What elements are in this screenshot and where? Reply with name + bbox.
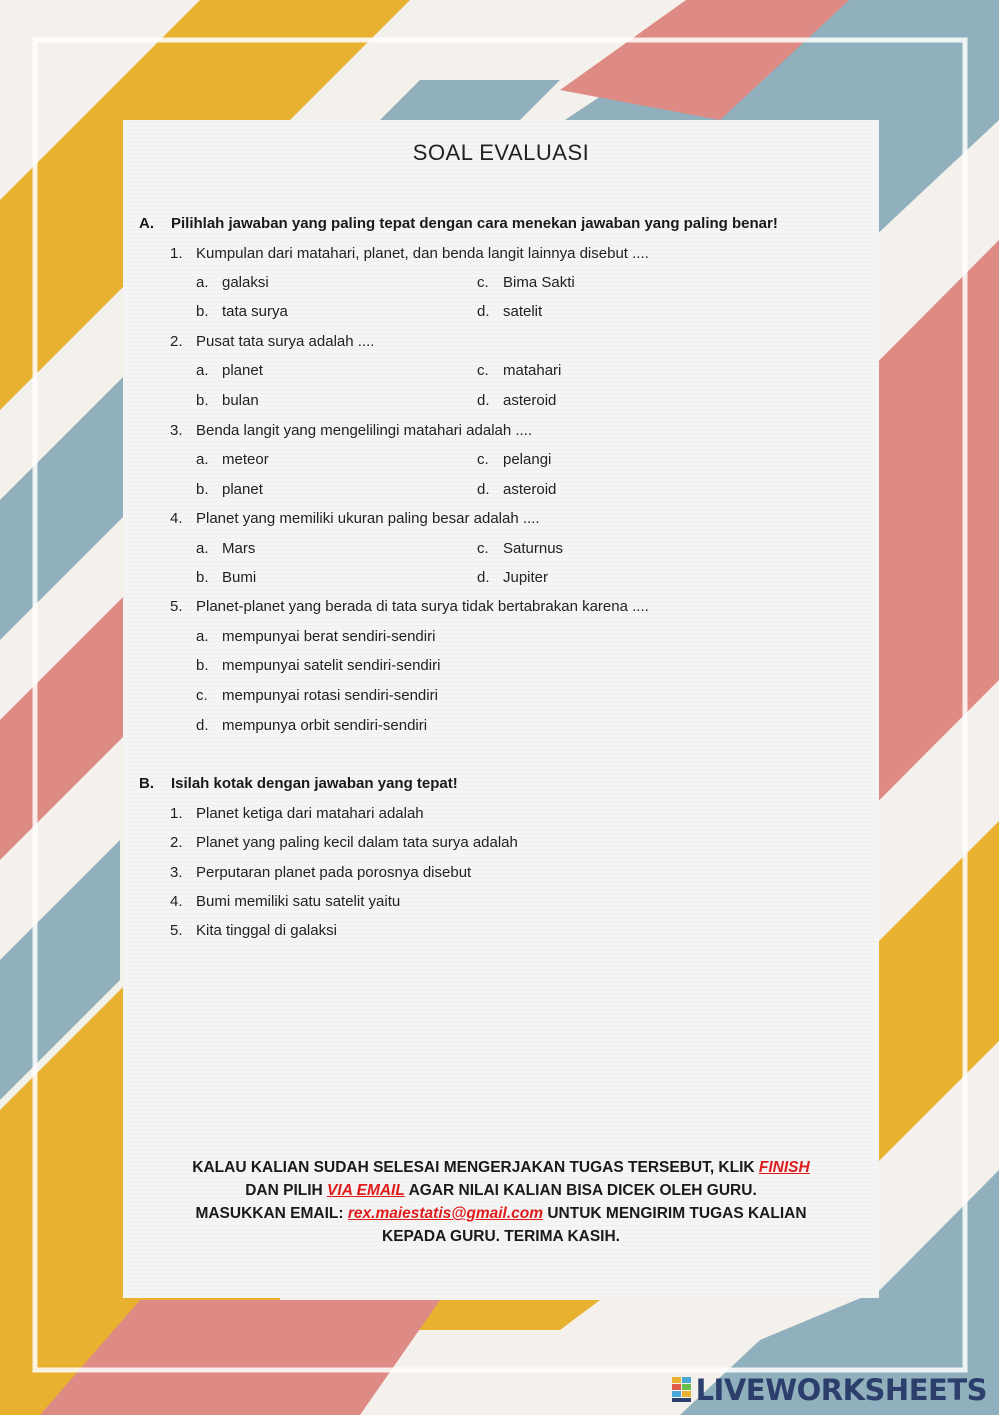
instruction-line-4: KEPADA GURU. TERIMA KASIH.	[382, 1228, 620, 1245]
option-letter: c.	[477, 451, 489, 468]
question-a2	[170, 333, 374, 350]
option-text: mempunya orbit sendiri-sendiri	[222, 717, 428, 734]
section-marker: A.	[139, 215, 154, 232]
option-a3-a[interactable]	[196, 451, 269, 468]
question-number: 2.	[170, 333, 183, 350]
instruction-text: MASUKKAN EMAIL:	[195, 1205, 348, 1222]
teacher-email-link[interactable]: rex.maiestatis@gmail.com	[347, 1205, 544, 1222]
question-a1	[170, 245, 649, 262]
question-b3	[170, 864, 471, 881]
instruction-text: AGAR NILAI KALIAN BISA DICEK OLEH GURU.	[404, 1182, 757, 1199]
option-letter: d.	[477, 303, 490, 320]
option-a5-d[interactable]	[196, 717, 427, 734]
question-text: Kumpulan dari matahari, planet, dan benda langit lainnya disebut ....	[196, 245, 649, 262]
instruction-text: UNTUK MENGIRIM TUGAS KALIAN	[543, 1205, 807, 1222]
question-number: 5.	[170, 922, 183, 939]
question-text: Perputaran planet pada porosnya disebut	[196, 864, 472, 881]
option-a3-c[interactable]	[477, 451, 551, 468]
option-letter: b.	[196, 569, 209, 586]
instruction-text: DAN PILIH	[245, 1182, 328, 1199]
finish-link[interactable]: FINISH	[758, 1159, 810, 1176]
option-text: asteroid	[503, 481, 557, 498]
option-text: Bumi	[222, 569, 257, 586]
question-text: Kita tinggal di galaksi	[196, 922, 337, 939]
instruction-line-2	[143, 1179, 859, 1202]
question-text: Planet yang paling kecil dalam tata surya adalah	[196, 834, 518, 851]
option-letter: b.	[196, 481, 209, 498]
section-a-heading	[139, 215, 778, 232]
option-text: Saturnus	[503, 540, 564, 557]
option-text: planet	[222, 362, 263, 379]
option-text: Bima Sakti	[503, 274, 575, 291]
question-a4	[170, 510, 540, 527]
via-email-link[interactable]: VIA EMAIL	[327, 1182, 405, 1199]
section-heading-text: Pilihlah jawaban yang paling tepat dengan cara menekan jawaban yang paling benar!	[171, 215, 778, 232]
option-a2-c[interactable]	[477, 362, 561, 379]
option-text: asteroid	[503, 392, 557, 409]
option-letter: c.	[477, 274, 489, 291]
liveworksheets-logo-icon	[672, 1377, 692, 1403]
question-number: 5.	[170, 598, 183, 615]
option-a5-a[interactable]	[196, 628, 435, 645]
option-text: Jupiter	[503, 569, 549, 586]
instruction-line-1	[143, 1156, 859, 1179]
option-text: satelit	[503, 303, 543, 320]
option-a5-b[interactable]	[196, 657, 440, 674]
question-number: 1.	[170, 245, 183, 262]
question-text: Planet-planet yang berada di tata surya tidak bertabrakan karena ....	[196, 598, 649, 615]
worksheet-paper	[123, 120, 879, 1298]
option-a2-d[interactable]	[477, 392, 556, 409]
option-text: mempunyai rotasi sendiri-sendiri	[222, 687, 438, 704]
question-b4	[170, 893, 400, 910]
brand-name: LIVEWORKSHEETS	[695, 1373, 987, 1407]
question-number: 4.	[170, 510, 183, 527]
option-a4-d[interactable]	[477, 569, 548, 586]
submission-instructions	[143, 1156, 859, 1248]
question-number: 1.	[170, 805, 183, 822]
option-text: bulan	[222, 392, 259, 409]
section-b-heading	[139, 775, 458, 792]
question-number: 3.	[170, 864, 183, 881]
question-text: Planet yang memiliki ukuran paling besar adalah ....	[196, 510, 540, 527]
question-b5	[170, 922, 337, 939]
question-text: Benda langit yang mengelilingi matahari adalah ....	[196, 422, 533, 439]
option-text: Mars	[222, 540, 256, 557]
option-letter: d.	[196, 717, 209, 734]
option-text: galaksi	[222, 274, 269, 291]
question-b2	[170, 834, 518, 851]
option-text: mempunyai satelit sendiri-sendiri	[222, 657, 441, 674]
option-a1-c[interactable]	[477, 274, 575, 291]
option-letter: c.	[477, 540, 489, 557]
option-letter: a.	[196, 628, 209, 645]
question-number: 2.	[170, 834, 183, 851]
instruction-text: KALAU KALIAN SUDAH SELESAI MENGERJAKAN TUGAS TERSEBUT, KLIK	[192, 1159, 759, 1176]
option-a1-b[interactable]	[196, 303, 288, 320]
option-a4-b[interactable]	[196, 569, 256, 586]
option-text: planet	[222, 481, 263, 498]
option-letter: d.	[477, 569, 490, 586]
option-letter: d.	[477, 392, 490, 409]
question-text: Planet ketiga dari matahari adalah	[196, 805, 424, 822]
option-text: mempunyai berat sendiri-sendiri	[222, 628, 436, 645]
option-a3-d[interactable]	[477, 481, 556, 498]
question-b1	[170, 805, 424, 822]
option-a4-c[interactable]	[477, 540, 563, 557]
option-letter: a.	[196, 540, 209, 557]
question-number: 4.	[170, 893, 183, 910]
option-text: meteor	[222, 451, 269, 468]
option-a2-a[interactable]	[196, 362, 263, 379]
option-letter: a.	[196, 362, 209, 379]
instruction-line-3	[143, 1202, 859, 1225]
option-a2-b[interactable]	[196, 392, 259, 409]
liveworksheets-brand[interactable]	[672, 1373, 987, 1407]
option-a4-a[interactable]	[196, 540, 255, 557]
question-text: Pusat tata surya adalah ....	[196, 333, 375, 350]
option-text: tata surya	[222, 303, 288, 320]
section-heading-text: Isilah kotak dengan jawaban yang tepat!	[171, 775, 458, 792]
option-a1-d[interactable]	[477, 303, 542, 320]
option-letter: b.	[196, 392, 209, 409]
section-marker: B.	[139, 775, 154, 792]
option-a1-a[interactable]	[196, 274, 269, 291]
option-letter: c.	[196, 687, 208, 704]
question-a3	[170, 422, 532, 439]
question-a5	[170, 598, 649, 615]
page-title: SOAL EVALUASI	[412, 140, 590, 165]
option-letter: c.	[477, 362, 489, 379]
question-number: 3.	[170, 422, 183, 439]
option-text: pelangi	[503, 451, 552, 468]
option-letter: d.	[477, 481, 490, 498]
option-letter: a.	[196, 274, 209, 291]
option-a5-c[interactable]	[196, 687, 438, 704]
option-a3-b[interactable]	[196, 481, 263, 498]
option-letter: b.	[196, 657, 209, 674]
option-letter: b.	[196, 303, 209, 320]
option-letter: a.	[196, 451, 209, 468]
question-text: Bumi memiliki satu satelit yaitu	[196, 893, 401, 910]
option-text: matahari	[503, 362, 562, 379]
